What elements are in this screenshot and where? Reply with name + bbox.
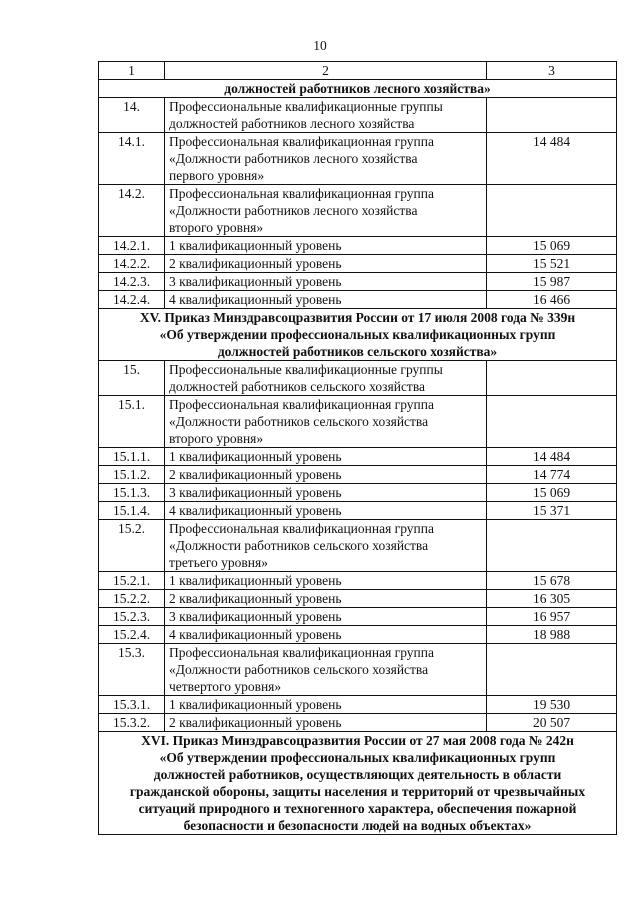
row-number: 14.2.4. <box>99 291 165 309</box>
row-salary-value: 15 521 <box>487 255 617 273</box>
description-line: «Должности работников лесного хозяйства <box>169 151 418 166</box>
description-line: 2 квалификационный уровень <box>169 467 342 482</box>
row-salary-value: 16 305 <box>487 590 617 608</box>
row-number: 15.2.4. <box>99 626 165 644</box>
row-salary-value: 15 371 <box>487 502 617 520</box>
row-salary-value: 15 069 <box>487 237 617 255</box>
column-header-3: 3 <box>487 62 617 80</box>
row-salary-value: 15 069 <box>487 484 617 502</box>
table-row <box>99 696 617 714</box>
section-title-line: должностей работников, осуществляющих деятельность в области <box>153 767 562 782</box>
row-number: 15.3.2. <box>99 714 165 732</box>
row-description <box>165 361 487 396</box>
description-line: «Должности работников сельского хозяйства <box>169 538 429 553</box>
row-salary-value <box>487 644 617 696</box>
row-description <box>165 626 487 644</box>
description-line: должностей работников сельского хозяйства <box>169 379 426 394</box>
row-salary-value: 14 484 <box>487 133 617 185</box>
description-line: первого уровня» <box>169 168 265 183</box>
row-number: 15.2. <box>99 520 165 572</box>
row-number: 14.2.3. <box>99 273 165 291</box>
description-line: «Должности работников лесного хозяйства <box>169 203 418 218</box>
row-salary-value <box>487 185 617 237</box>
description-line: 3 квалификационный уровень <box>169 485 342 500</box>
row-salary-value: 14 774 <box>487 466 617 484</box>
table-row <box>99 590 617 608</box>
table-row <box>99 644 617 696</box>
row-salary-value <box>487 361 617 396</box>
salary-table <box>98 61 617 835</box>
row-number: 14.2.2. <box>99 255 165 273</box>
table-row <box>99 98 617 133</box>
row-number: 15.1. <box>99 396 165 448</box>
row-description <box>165 590 487 608</box>
table-row <box>99 466 617 484</box>
section-title-line: XVI. Приказ Минздравсоцразвития России от 27 мая 2008 года № 242н <box>141 733 574 748</box>
section-title-line: гражданской обороны, защиты населения и территорий от чрезвычайных <box>129 784 586 799</box>
description-line: 2 квалификационный уровень <box>169 591 342 606</box>
row-number: 15.1.1. <box>99 448 165 466</box>
description-line: третьего уровня» <box>169 555 268 570</box>
row-salary-value <box>487 98 617 133</box>
description-line: Профессиональная квалификационная группа <box>169 645 434 660</box>
row-number: 14.2. <box>99 185 165 237</box>
row-description <box>165 185 487 237</box>
row-salary-value: 15 987 <box>487 273 617 291</box>
row-description <box>165 714 487 732</box>
row-salary-value: 15 678 <box>487 572 617 590</box>
row-number: 15.1.2. <box>99 466 165 484</box>
row-description <box>165 696 487 714</box>
row-description <box>165 484 487 502</box>
table-row <box>99 448 617 466</box>
description-line: 2 квалификационный уровень <box>169 256 342 271</box>
table-row <box>99 255 617 273</box>
row-number: 15.1.4. <box>99 502 165 520</box>
page-number: 10 <box>313 38 327 53</box>
description-line: второго уровня» <box>169 220 264 235</box>
table-row <box>99 273 617 291</box>
section-title-line: должностей работников лесного хозяйства» <box>224 81 491 96</box>
description-line: 2 квалификационный уровень <box>169 715 342 730</box>
section-title-line: «Об утверждении профессиональных квалификационных групп <box>159 327 556 342</box>
row-salary-value: 16 957 <box>487 608 617 626</box>
section-title <box>99 80 617 98</box>
table-header-row <box>99 62 617 80</box>
description-line: Профессиональная квалификационная группа <box>169 134 434 149</box>
row-description <box>165 291 487 309</box>
section-title-line: должностей работников сельского хозяйства» <box>217 344 498 359</box>
row-description <box>165 396 487 448</box>
description-line: четвертого уровня» <box>169 679 282 694</box>
table-row <box>99 396 617 448</box>
section-title-line: ситуаций природного и техногенного характера, обеспечения пожарной <box>138 801 577 816</box>
description-line: 4 квалификационный уровень <box>169 292 342 307</box>
row-number: 14.2.1. <box>99 237 165 255</box>
table-row <box>99 572 617 590</box>
row-description <box>165 608 487 626</box>
description-line: 3 квалификационный уровень <box>169 609 342 624</box>
row-salary-value <box>487 520 617 572</box>
description-line: 4 квалификационный уровень <box>169 627 342 642</box>
row-salary-value: 16 466 <box>487 291 617 309</box>
description-line: Профессиональная квалификационная группа <box>169 521 434 536</box>
section-title-row <box>99 309 617 361</box>
row-number: 15.1.3. <box>99 484 165 502</box>
row-salary-value: 19 530 <box>487 696 617 714</box>
row-number: 14. <box>99 98 165 133</box>
description-line: 1 квалификационный уровень <box>169 449 342 464</box>
description-line: Профессиональная квалификационная группа <box>169 397 434 412</box>
description-line: второго уровня» <box>169 431 264 446</box>
row-description <box>165 237 487 255</box>
description-line: 1 квалификационный уровень <box>169 238 342 253</box>
table-body <box>99 62 617 835</box>
table-row <box>99 714 617 732</box>
row-description <box>165 273 487 291</box>
description-line: 3 квалификационный уровень <box>169 274 342 289</box>
row-description <box>165 255 487 273</box>
description-line: «Должности работников сельского хозяйства <box>169 662 429 677</box>
row-number: 15.2.3. <box>99 608 165 626</box>
row-salary-value: 14 484 <box>487 448 617 466</box>
row-number: 14.1. <box>99 133 165 185</box>
row-number: 15.3.1. <box>99 696 165 714</box>
section-title <box>99 309 617 361</box>
section-title-line: XV. Приказ Минздравсоцразвития России от 17 июля 2008 года № 339н <box>139 310 576 325</box>
row-salary-value: 18 988 <box>487 626 617 644</box>
row-number: 15. <box>99 361 165 396</box>
row-description <box>165 644 487 696</box>
row-description <box>165 133 487 185</box>
table-row <box>99 237 617 255</box>
table-row <box>99 608 617 626</box>
table-row <box>99 484 617 502</box>
row-number: 15.2.1. <box>99 572 165 590</box>
row-description <box>165 520 487 572</box>
section-title-row <box>99 732 617 835</box>
description-line: «Должности работников сельского хозяйства <box>169 414 429 429</box>
table-row <box>99 502 617 520</box>
description-line: Профессиональные квалификационные группы <box>169 362 443 377</box>
column-header-2: 2 <box>165 62 487 80</box>
description-line: должностей работников лесного хозяйства <box>169 116 415 131</box>
table-row <box>99 291 617 309</box>
row-number: 15.2.2. <box>99 590 165 608</box>
section-title-line: «Об утверждении профессиональных квалификационных групп <box>159 750 556 765</box>
row-description <box>165 466 487 484</box>
section-title-line: безопасности и безопасности людей на водных объектах» <box>183 818 532 833</box>
row-number: 15.3. <box>99 644 165 696</box>
description-line: 1 квалификационный уровень <box>169 697 342 712</box>
row-description <box>165 98 487 133</box>
description-line: 1 квалификационный уровень <box>169 573 342 588</box>
row-salary-value <box>487 396 617 448</box>
section-title-row <box>99 80 617 98</box>
section-title <box>99 732 617 835</box>
row-description <box>165 502 487 520</box>
column-header-1: 1 <box>99 62 165 80</box>
row-description <box>165 572 487 590</box>
table-row <box>99 520 617 572</box>
table-row <box>99 361 617 396</box>
table-row <box>99 133 617 185</box>
table-row <box>99 185 617 237</box>
row-description <box>165 448 487 466</box>
description-line: Профессиональные квалификационные группы <box>169 99 443 114</box>
row-salary-value: 20 507 <box>487 714 617 732</box>
description-line: Профессиональная квалификационная группа <box>169 186 434 201</box>
table-row <box>99 626 617 644</box>
description-line: 4 квалификационный уровень <box>169 503 342 518</box>
